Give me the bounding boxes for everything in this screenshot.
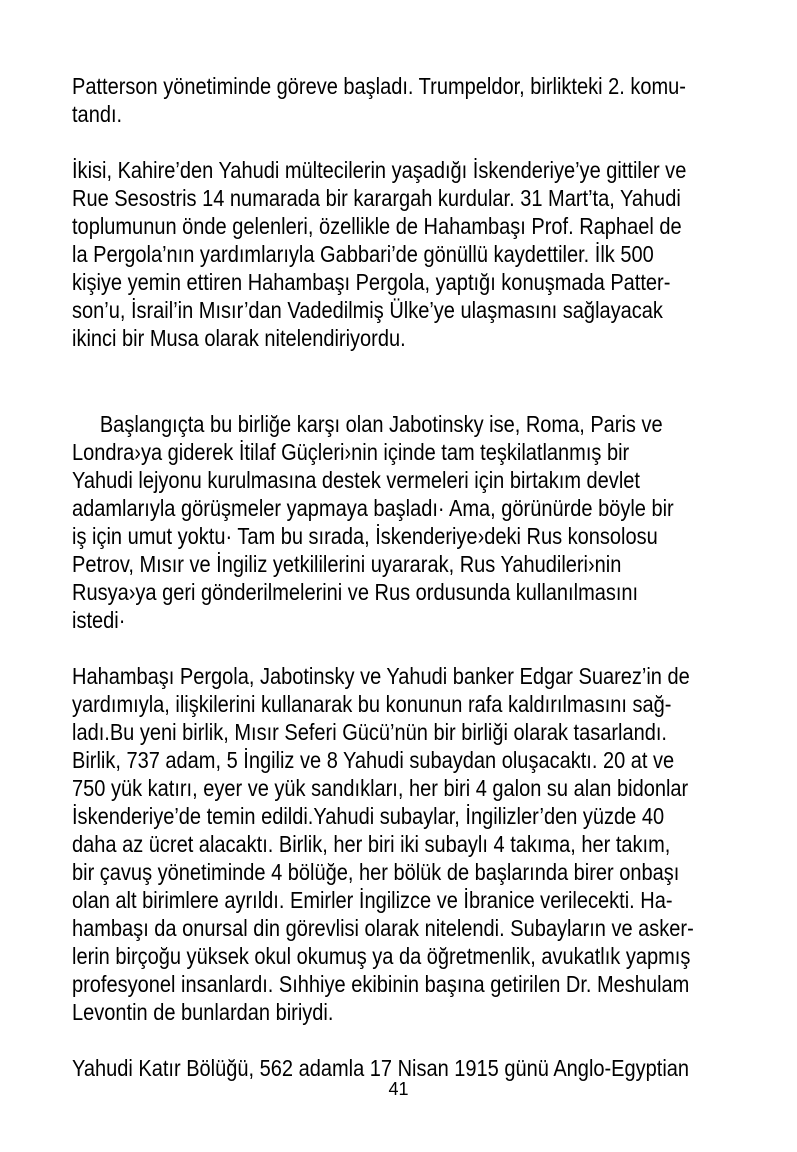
text-line: ikinci bir Musa olarak nitelendiriyordu. [72, 325, 406, 351]
text-line: bir çavuş yönetiminde 4 bölüğe, her bölük de başlarında birer onbaşı [72, 859, 680, 885]
text-line: yardımıyla, ilişkilerini kullanarak bu konunun rafa kaldırılmasını sağ- [72, 691, 672, 717]
text-line: İskenderiye’de temin edildi.Yahudi subaylar, İngilizler’den yüzde 40 [72, 803, 665, 829]
paragraph [72, 662, 733, 1026]
text-line: İkisi, Kahire’den Yahudi mültecilerin yaşadığı İskenderiye’ye gittiler ve [72, 157, 687, 183]
text-column [72, 72, 733, 1110]
text-line: Rue Sesostris 14 numarada bir karargah kurdular. 31 Mart’ta, Yahudi [72, 185, 681, 211]
text-line: Başlangıçta bu birliğe karşı olan Jabotinsky ise, Roma, Paris ve [99, 411, 663, 437]
text-line: Londra›ya giderek İtilaf Güçleri›nin içinde tam teşkilatlanmış bir [72, 439, 630, 465]
text-line: iş için umut yoktu· Tam bu sırada, İskenderiye›deki Rus konsolosu [72, 523, 658, 549]
text-line: son’u, İsrail’in Mısır’dan Vadedilmiş Ülke’ye ulaşmasını sağlayacak [72, 297, 663, 323]
text-line: Patterson yönetiminde göreve başladı. Trumpeldor, birlikteki 2. komu- [72, 73, 686, 99]
text-line: Levontin de bunlardan biriydi. [72, 999, 334, 1025]
text-line: 750 yük katırı, eyer ve yük sandıkları, her biri 4 galon su alan bidonlar [72, 775, 689, 801]
text-line: Petrov, Mısır ve İngiliz yetkililerini uyararak, Rus Yahudileri›nin [72, 551, 622, 577]
paragraph [72, 156, 733, 352]
text-line: Yahudi Katır Bölüğü, 562 adamla 17 Nisan 1915 günü Anglo-Egyptian [72, 1055, 690, 1081]
text-line: ladı.Bu yeni birlik, Mısır Seferi Gücü’nün bir birliği olarak tasarlandı. [72, 719, 667, 745]
text-line: profesyonel insanlardı. Sıhhiye ekibinin başına getirilen Dr. Meshulam [72, 971, 690, 997]
text-line: Rusya›ya geri gönderilmelerini ve Rus ordusunda kullanılmasını [72, 579, 639, 605]
text-line: la Pergola’nın yardımlarıyla Gabbari’de gönüllü kaydettiler. İlk 500 [72, 241, 654, 267]
text-line: olan alt birimlere ayrıldı. Emirler İngilizce ve İbranice verilecekti. Ha- [72, 887, 673, 913]
text-line: Yahudi lejyonu kurulmasına destek vermeleri için birtakım devlet [72, 467, 640, 493]
paragraph [72, 72, 733, 128]
text-line: istedi· [72, 607, 126, 633]
text-line: lerin birçoğu yüksek okul okumuş ya da öğretmenlik, avukatlık yapmış [72, 943, 691, 969]
text-line: adamlarıyla görüşmeler yapmaya başladı· Ama, görünürde böyle bir [72, 495, 674, 521]
text-line: daha az ücret alacaktı. Birlik, her biri iki subaylı 4 takıma, her takım, [72, 831, 671, 857]
text-line: toplumunun önde gelenleri, özellikle de Hahambaşı Prof. Raphael de [72, 213, 682, 239]
text-line: tandı. [72, 101, 123, 127]
text-line: hambaşı da onursal din görevlisi olarak nitelendi. Subayların ve asker- [72, 915, 694, 941]
text-line: Hahambaşı Pergola, Jabotinsky ve Yahudi banker Edgar Suarez’in de [72, 663, 690, 689]
paragraph [72, 410, 733, 634]
page-number: 41 [388, 1079, 409, 1099]
text-line: kişiye yemin ettiren Hahambaşı Pergola, yaptığı konuşmada Patter- [72, 269, 671, 295]
text-line: Birlik, 737 adam, 5 İngiliz ve 8 Yahudi subaydan oluşacaktı. 20 at ve [72, 747, 675, 773]
